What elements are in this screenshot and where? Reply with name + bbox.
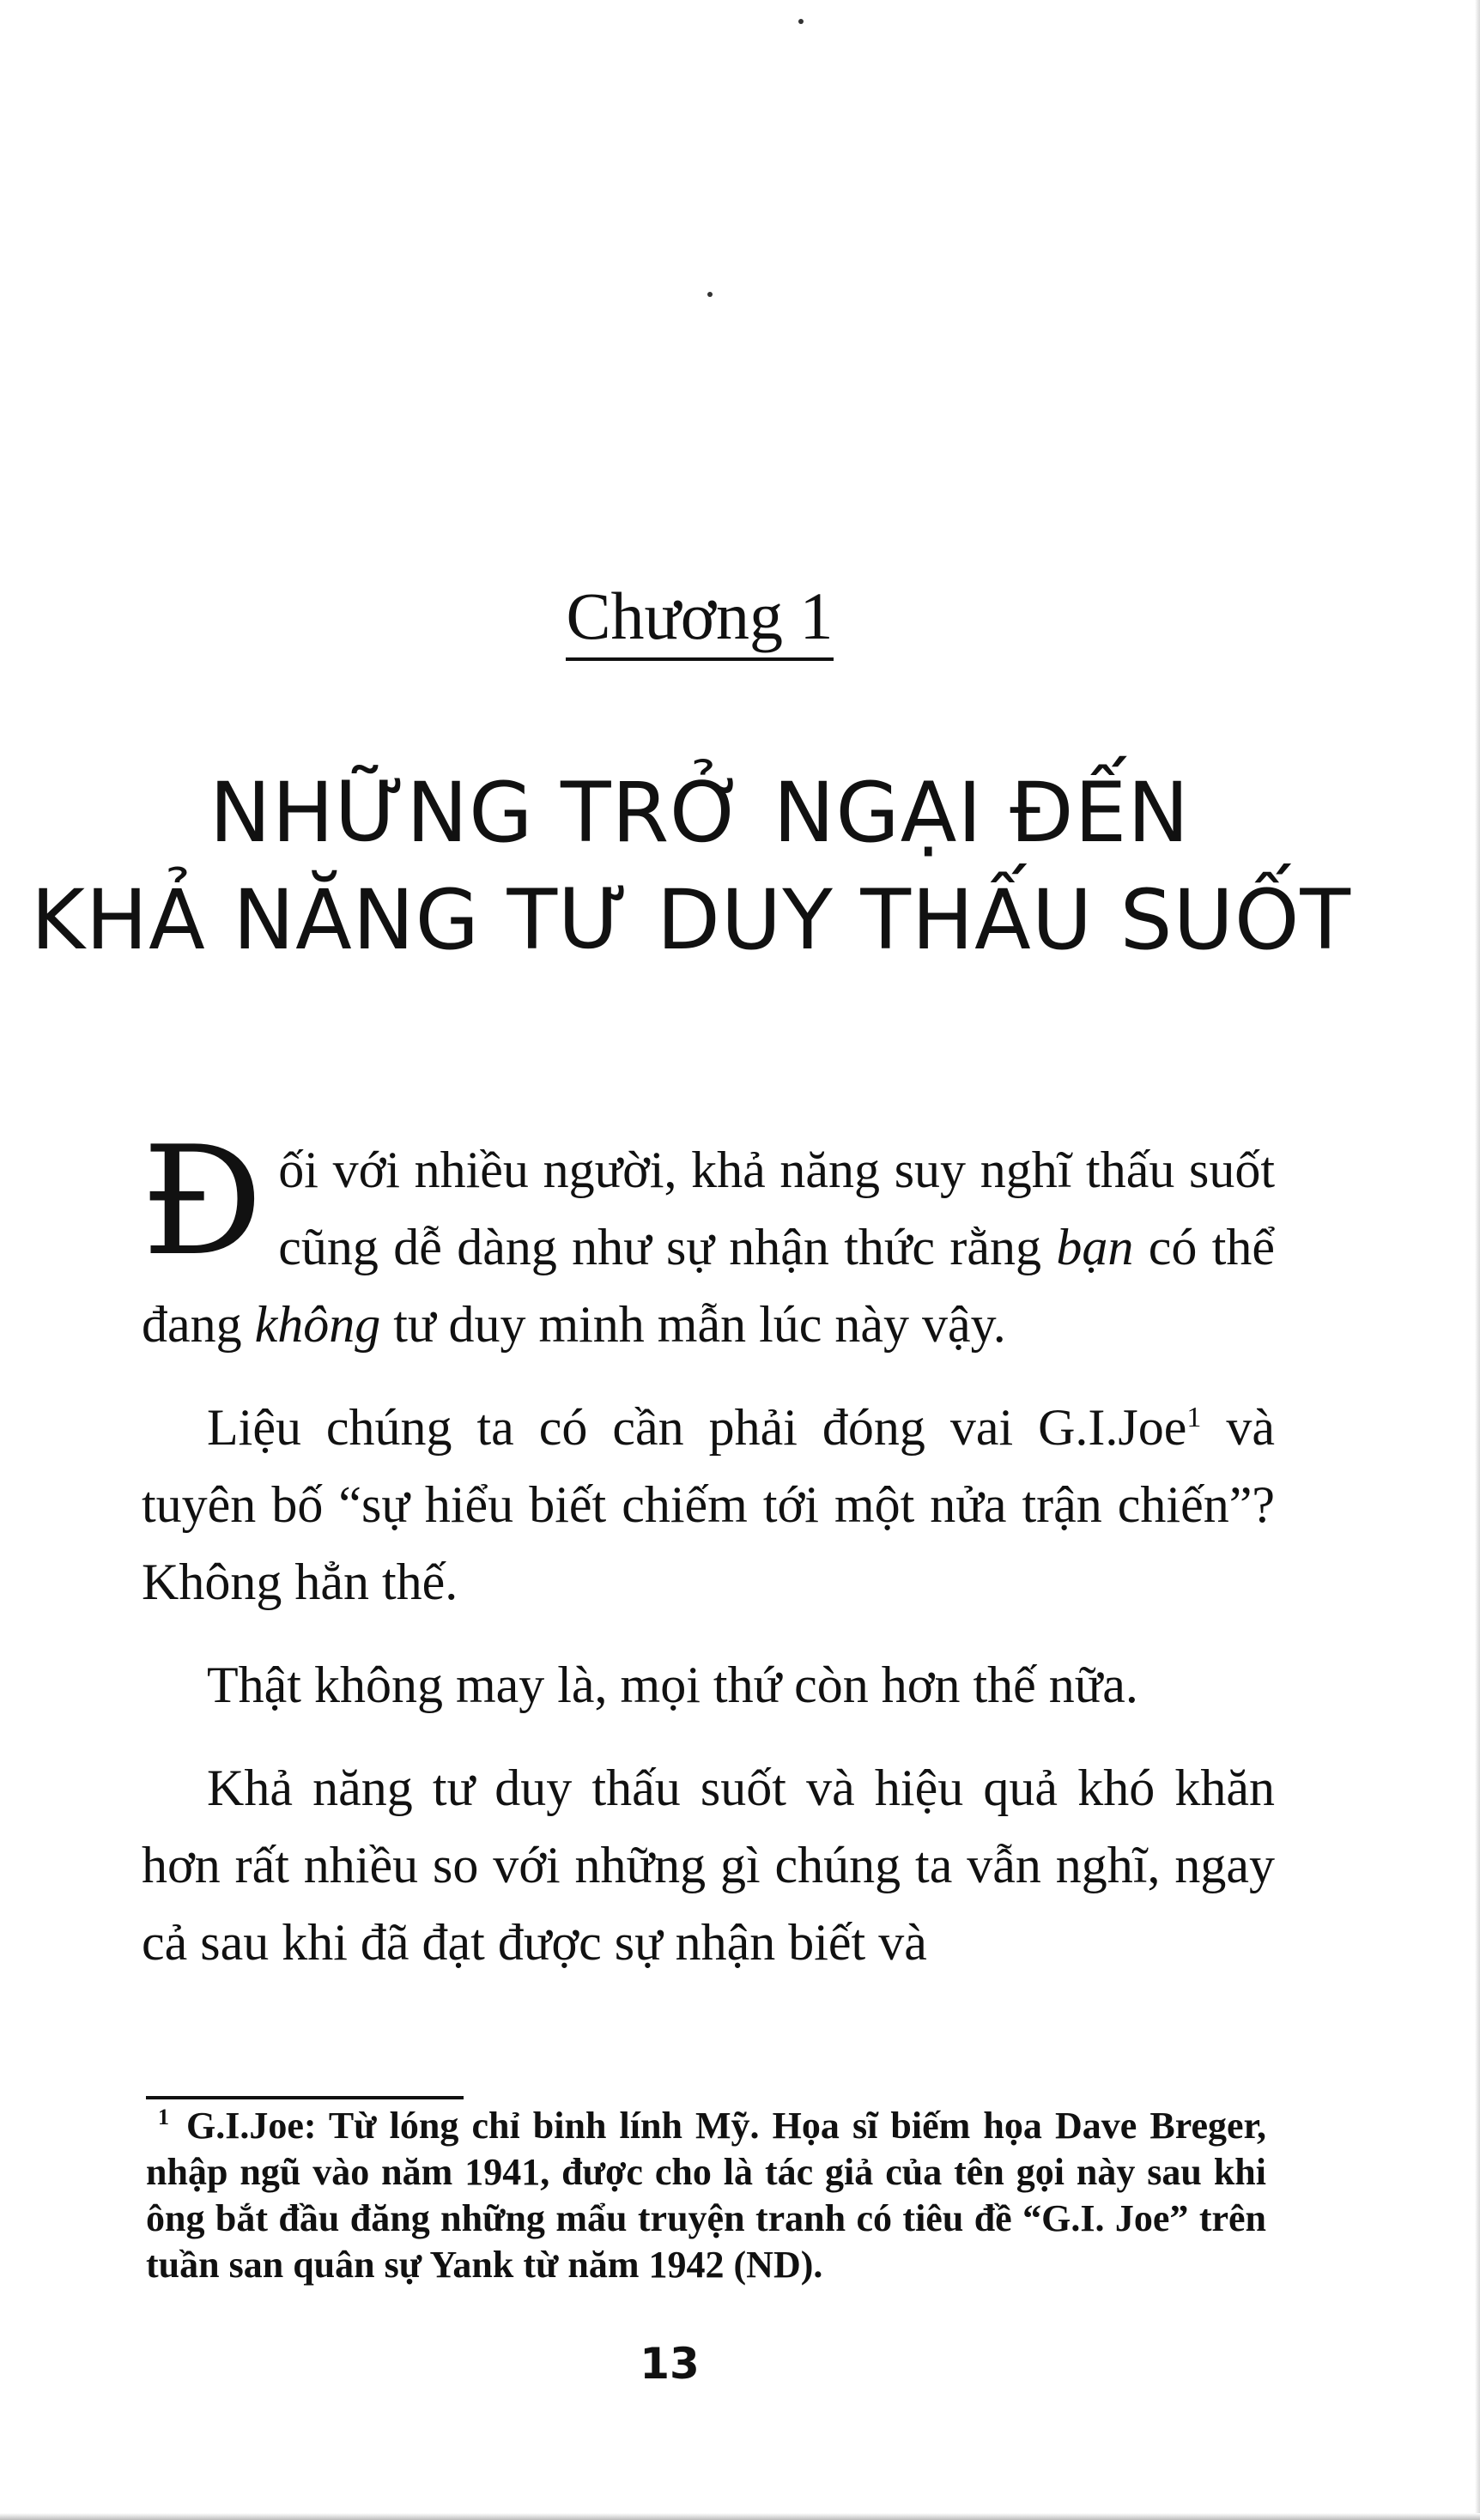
scan-edge-right — [1475, 0, 1480, 2520]
paragraph-1-text-c: tư duy minh mẫn lúc này vậy. — [380, 1296, 1006, 1353]
paragraph-3: Thật không may là, mọi thứ còn hơn thế nữa. — [207, 1657, 1138, 1713]
scan-speck — [707, 292, 713, 297]
paragraph-2-text-a: Liệu chúng ta có cần phải đóng vai G.I.Joe — [207, 1399, 1187, 1456]
paragraph-1-text-b: có thể đang — [142, 1219, 1276, 1353]
scan-edge-bottom — [0, 2513, 1480, 2520]
chapter-title — [0, 760, 1399, 974]
drop-cap: Đ — [142, 1115, 264, 1289]
chapter-label-text: Chương 1 — [566, 577, 833, 661]
paragraph-2-text-b: và tuyên bố “sự hiểu biết chiếm tới một nửa trận chiến”? Không hẳn thế. — [142, 1399, 1275, 1610]
footnote-marker: 1 — [158, 2105, 169, 2130]
emphasis-ban: bạn — [1056, 1219, 1134, 1275]
paragraph-1-text-a: ối với nhiều người, khả năng suy nghĩ thấu suốt cũng dễ dàng như sự nhận thức rằng — [278, 1142, 1275, 1275]
footnote-separator — [146, 2096, 464, 2099]
footnote-text: G.I.Joe: Từ lóng chỉ binh lính Mỹ. Họa sĩ biếm họa Dave Breger, nhập ngũ vào năm 1941, được cho là tác giả của tên gọi này sau khi ông bắt đầu đăng những mẩu truyện tranh có tiêu đề “G.I. Joe” trên tuần san quân sự Yank từ năm 1942 (ND). — [146, 2105, 1266, 2286]
chapter-label — [0, 577, 1399, 661]
chapter-title-line-2: KHẢ NĂNG TƯ DUY THẤU SUỐT — [30, 872, 1352, 968]
paragraph-4: Khả năng tư duy thấu suốt và hiệu quả khó khăn hơn rất nhiều so với những gì chúng ta vẫn nghĩ, ngay cả sau khi đã đạt được sự nhận biết và — [142, 1760, 1275, 1971]
paragraph-2 — [142, 1389, 1275, 1620]
scan-speck — [798, 19, 804, 24]
footnote — [146, 2103, 1266, 2288]
paragraph-1 — [142, 1115, 1276, 1363]
chapter-title-line-1: NHỮNG TRỞ NGẠI ĐẾN — [209, 765, 1191, 861]
body-text — [142, 1115, 1276, 2007]
footnote-reference: 1 — [1186, 1402, 1202, 1433]
emphasis-khong: không — [254, 1296, 381, 1353]
page-number: 13 — [640, 2339, 700, 2389]
